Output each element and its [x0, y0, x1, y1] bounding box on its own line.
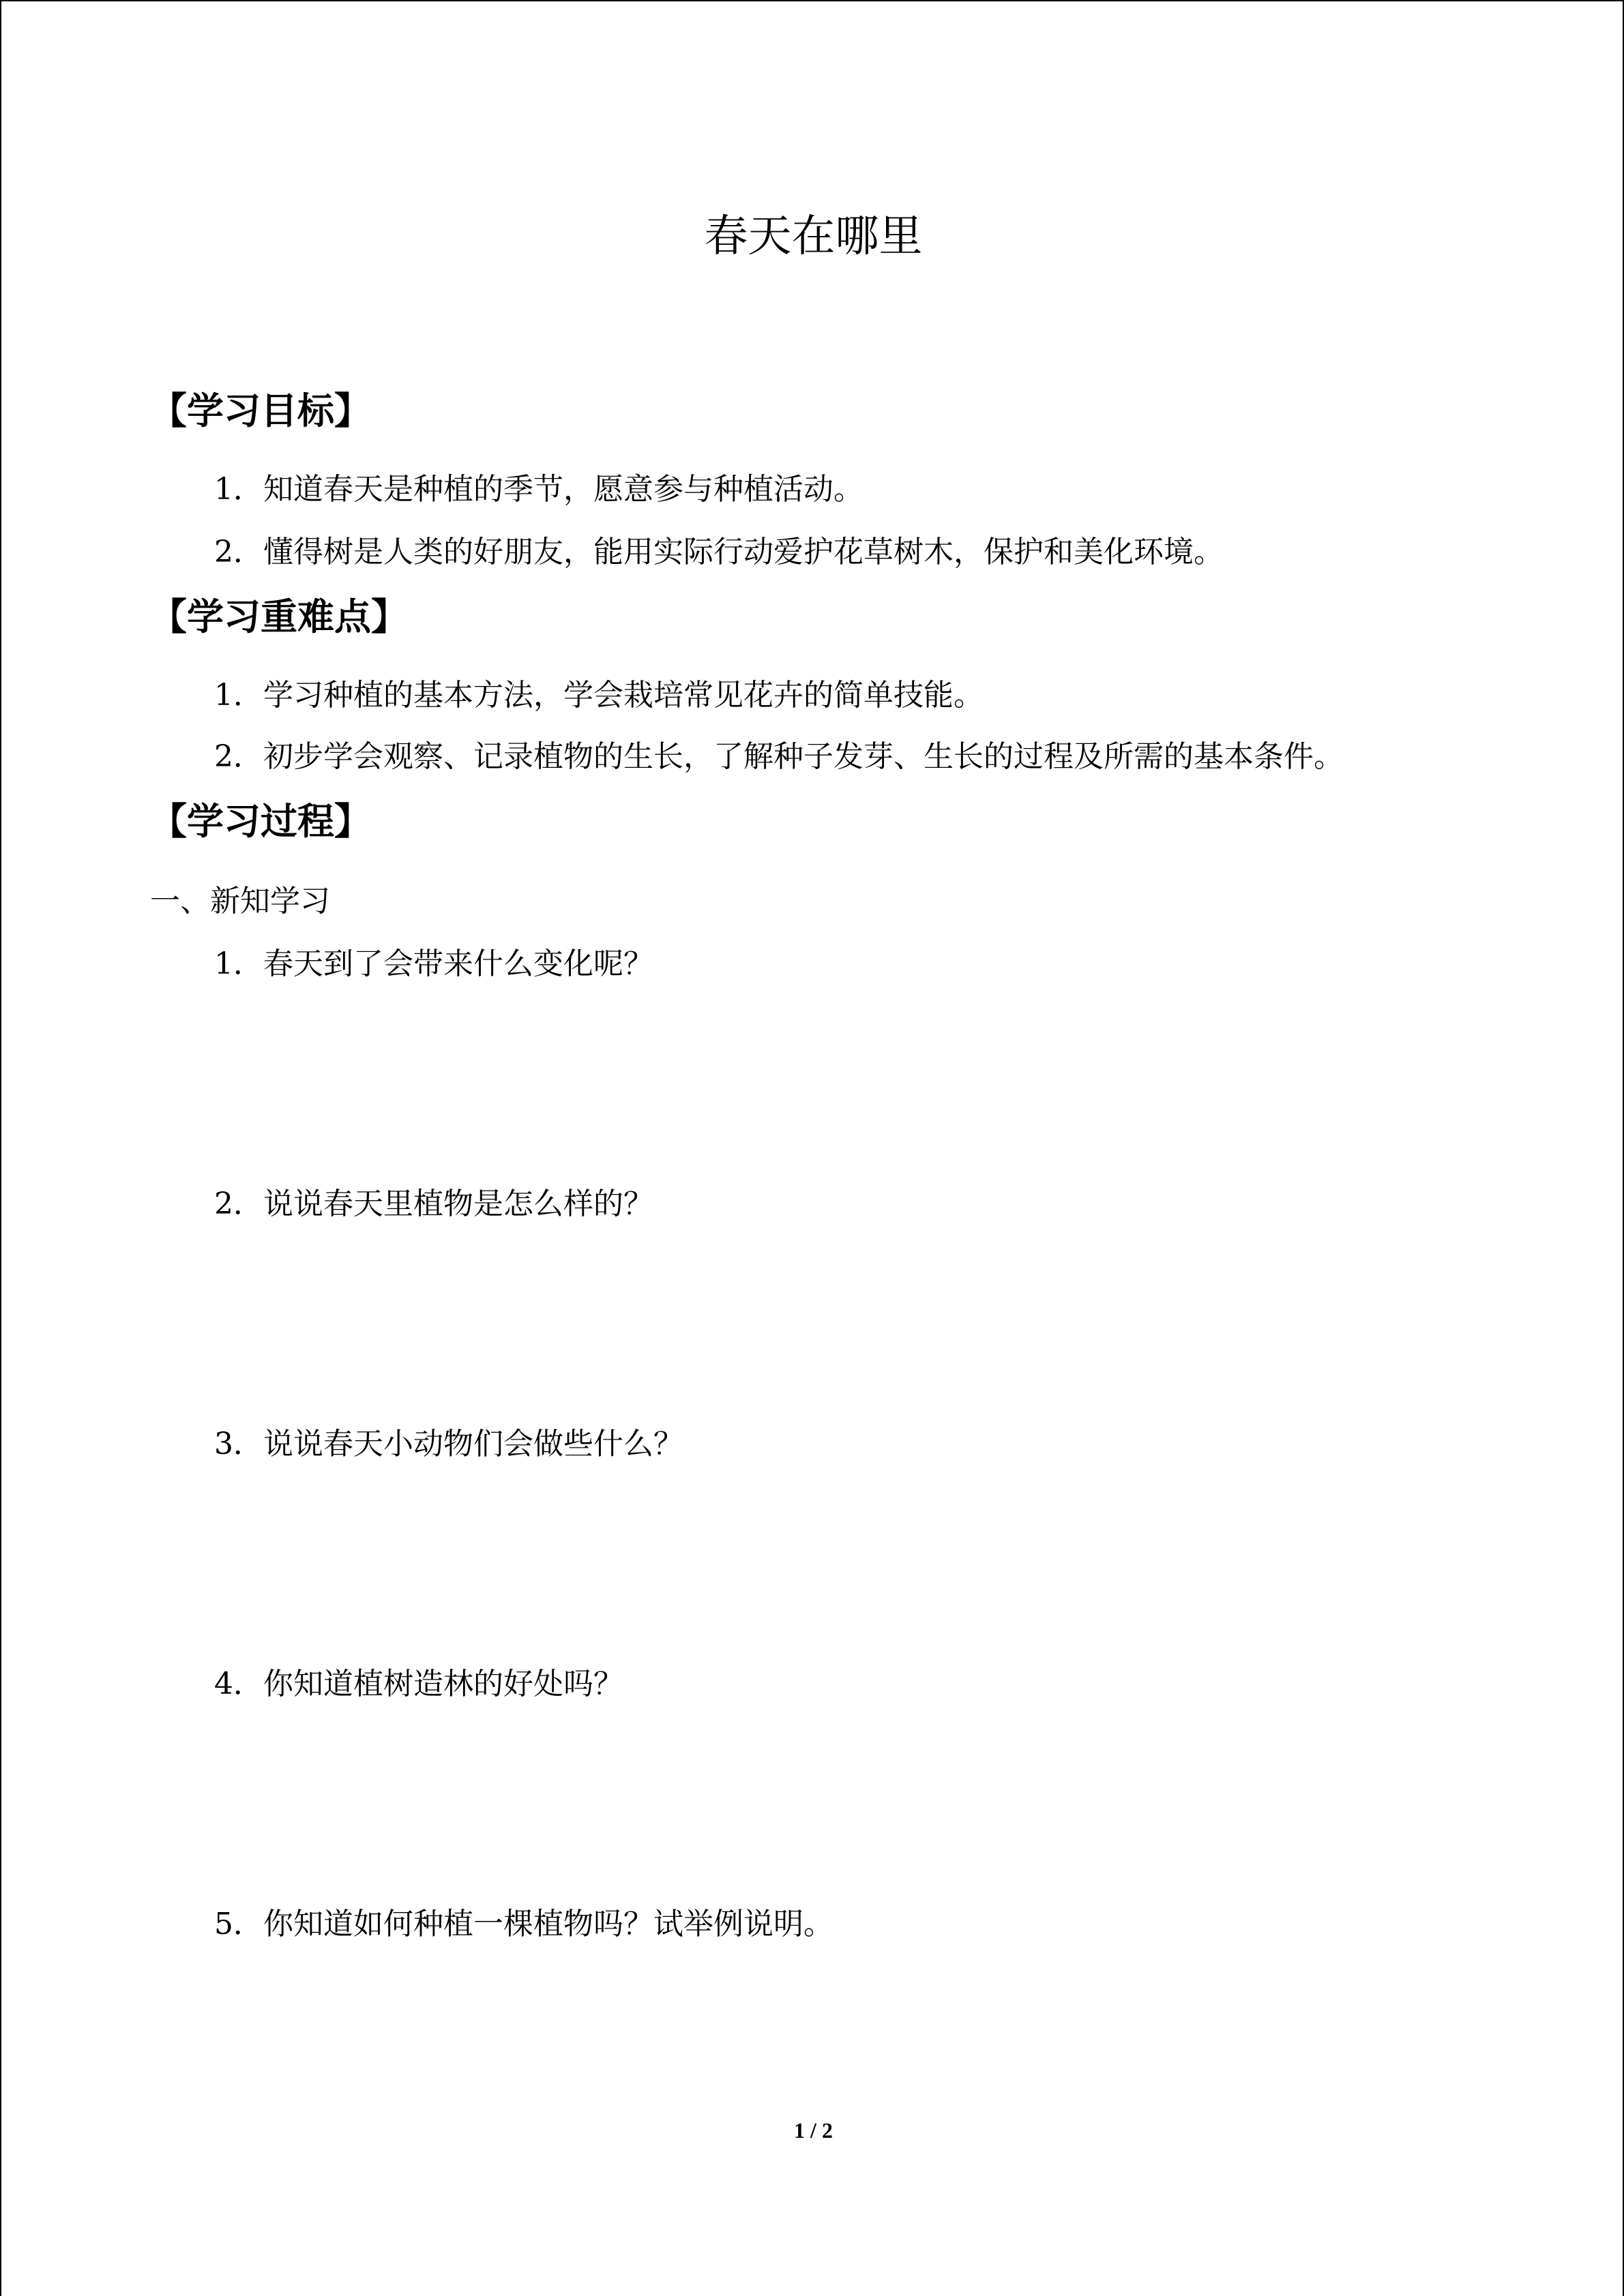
key-point-item: 2．初步学会观察、记录植物的生长，了解种子发芽、生长的过程及所需的基本条件。	[214, 739, 1344, 774]
question-item: 1．春天到了会带来什么变化呢？	[214, 946, 653, 981]
question-item: 3．说说春天小动物们会做些什么？	[214, 1427, 683, 1461]
section-heading-learning-process: 【学习过程】	[150, 800, 371, 843]
subsection-new-knowledge: 一、新知学习	[150, 884, 330, 919]
section-heading-learning-goals: 【学习目标】	[150, 389, 371, 432]
page-number: 1 / 2	[794, 2118, 833, 2143]
question-item: 4．你知道植树造林的好处吗？	[214, 1667, 623, 1701]
learning-goal-item: 1．知道春天是种植的季节，愿意参与种植活动。	[214, 472, 863, 507]
learning-goal-item: 2．懂得树是人类的好朋友，能用实际行动爱护花草树木，保护和美化环境。	[214, 535, 1224, 569]
key-point-item: 1．学习种植的基本方法，学会栽培常见花卉的简单技能。	[214, 678, 984, 713]
question-item: 5．你知道如何种植一棵植物吗？试举例说明。	[214, 1907, 833, 1941]
section-heading-key-points: 【学习重难点】	[150, 595, 408, 638]
question-item: 2．说说春天里植物是怎么样的？	[214, 1187, 653, 1221]
document-title: 春天在哪里	[704, 211, 923, 262]
